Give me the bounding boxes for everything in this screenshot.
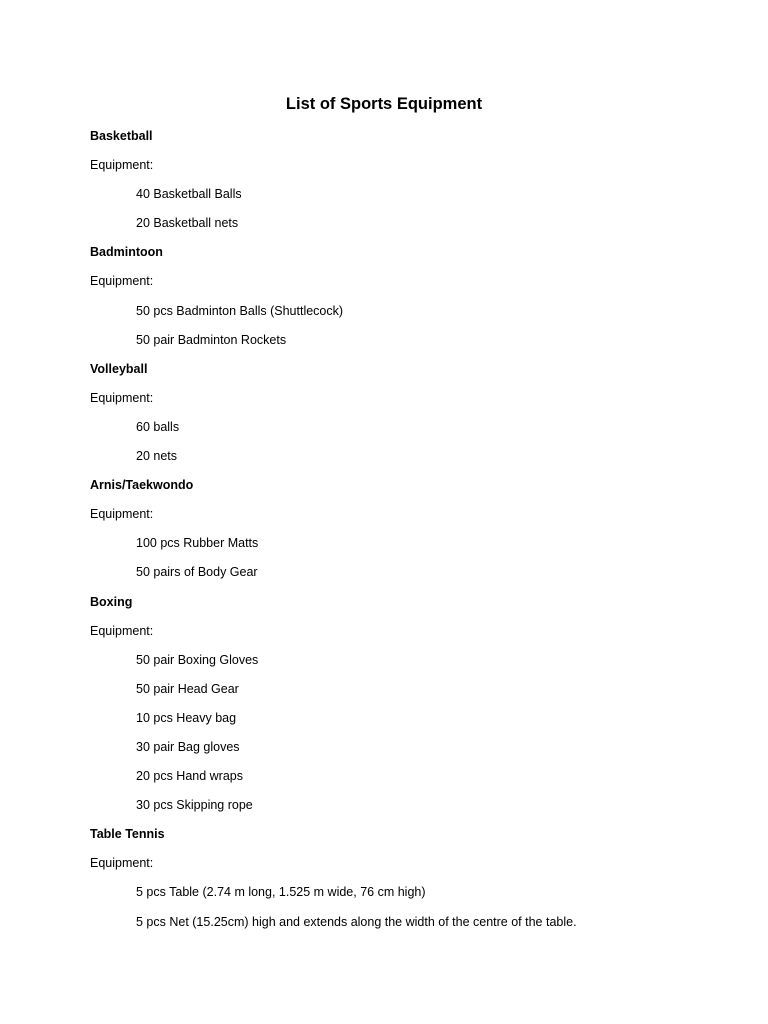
equipment-label: Equipment: — [90, 158, 154, 173]
equipment-item: 20 nets — [136, 449, 178, 464]
section-heading-volleyball: Volleyball — [90, 361, 148, 376]
section-heading-boxing: Boxing — [90, 594, 133, 609]
section-heading-table-tennis: Table Tennis — [90, 827, 165, 842]
equipment-label: Equipment: — [90, 507, 154, 522]
document-body — [90, 126, 730, 941]
equipment-label: Equipment: — [90, 390, 154, 405]
equipment-item: 30 pair Bag gloves — [136, 739, 240, 754]
section-heading-basketball: Basketball — [90, 129, 153, 143]
equipment-item: 20 pcs Hand wraps — [136, 769, 244, 784]
equipment-item: 50 pairs of Body Gear — [136, 565, 258, 580]
document-title: List of Sports Equipment — [285, 95, 483, 113]
equipment-item: 5 pcs Net (15.25cm) high and extends along the width of the centre of the table. — [136, 914, 577, 929]
equipment-item: 50 pair Head Gear — [136, 681, 239, 696]
equipment-label: Equipment: — [90, 623, 154, 638]
equipment-label: Equipment: — [90, 274, 154, 289]
equipment-label: Equipment: — [90, 856, 154, 871]
section-heading-badminton: Badmintoon — [90, 245, 163, 260]
equipment-item: 50 pcs Badminton Balls (Shuttlecock) — [136, 303, 344, 318]
equipment-item: 100 pcs Rubber Matts — [136, 536, 259, 551]
equipment-item: 50 pair Badminton Rockets — [136, 332, 287, 347]
equipment-item: 10 pcs Heavy bag — [136, 710, 237, 725]
equipment-item: 50 pair Boxing Gloves — [136, 652, 259, 667]
equipment-item: 5 pcs Table (2.74 m long, 1.525 m wide, 76 cm high) — [136, 885, 426, 900]
equipment-item: 60 balls — [136, 419, 180, 434]
equipment-item: 20 Basketball nets — [136, 216, 239, 231]
equipment-item: 30 pcs Skipping rope — [136, 798, 253, 813]
section-heading-arnis-taekwondo: Arnis/Taekwondo — [90, 478, 194, 493]
equipment-item: 40 Basketball Balls — [136, 187, 242, 202]
